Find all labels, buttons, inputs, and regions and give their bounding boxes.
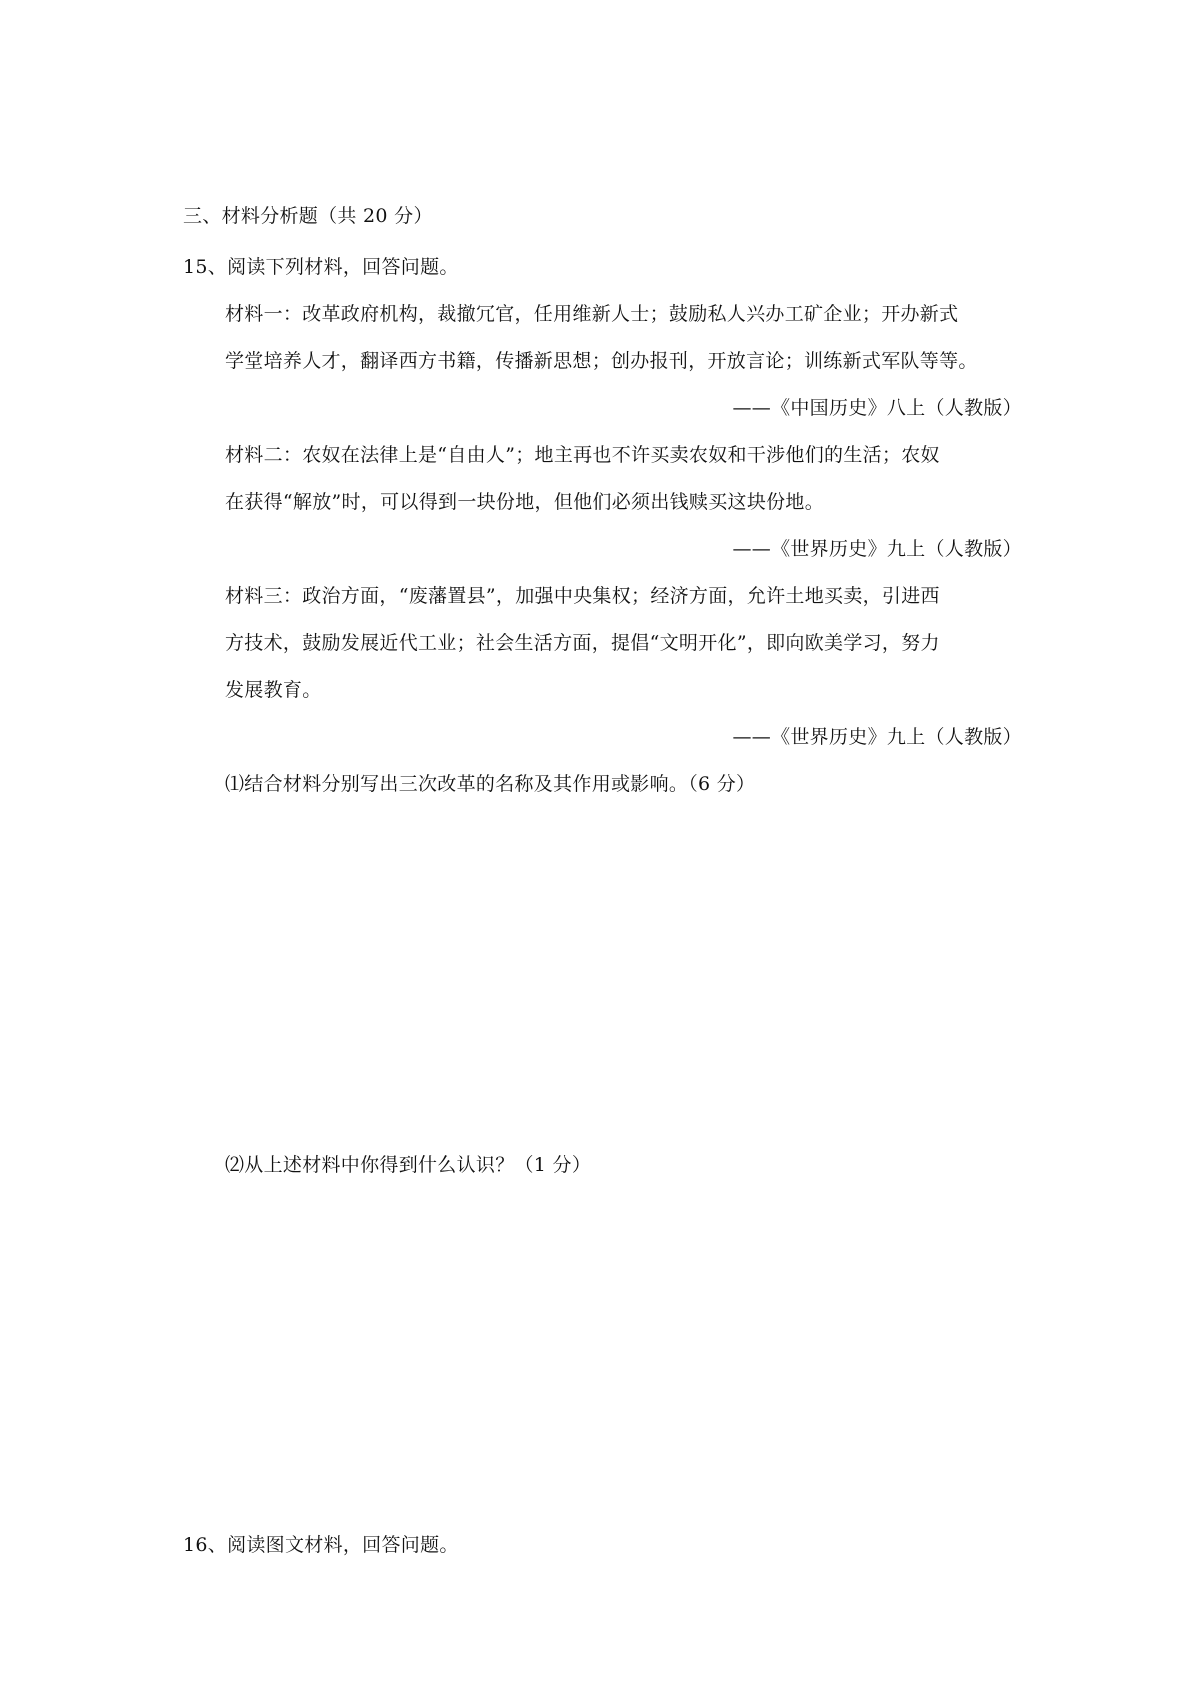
question-15-prompt: 15、阅读下列材料，回答问题。 <box>183 256 459 278</box>
section-heading: 三、材料分析题（共 20 分） <box>183 205 433 227</box>
material-2-source: ——《世界历史》九上（人教版） <box>732 538 1022 560</box>
material-1-line-1: 材料一：改革政府机构，裁撤冗官，任用维新人士；鼓励私人兴办工矿企业；开办新式 <box>225 303 959 325</box>
material-3-line-3: 发展教育。 <box>225 679 322 701</box>
sub-question-1: ⑴结合材料分别写出三次改革的名称及其作用或影响。（6 分） <box>225 773 756 795</box>
material-2-line-1: 材料二：农奴在法律上是“自由人”；地主再也不许买卖农奴和干涉他们的生活；农奴 <box>225 444 940 466</box>
material-2-line-2: 在获得“解放”时，可以得到一块份地，但他们必须出钱赎买这块份地。 <box>225 491 825 513</box>
question-16-prompt: 16、阅读图文材料，回答问题。 <box>183 1534 459 1556</box>
material-1-source: ——《中国历史》八上（人教版） <box>732 397 1022 419</box>
material-3-line-2: 方技术，鼓励发展近代工业；社会生活方面，提倡“文明开化”，即向欧美学习，努力 <box>225 632 940 654</box>
material-3-source: ——《世界历史》九上（人教版） <box>732 726 1022 748</box>
material-3-line-1: 材料三：政治方面，“废藩置县”，加强中央集权；经济方面，允许土地买卖，引进西 <box>225 585 940 607</box>
material-1-line-2: 学堂培养人才，翻译西方书籍，传播新思想；创办报刊，开放言论；训练新式军队等等。 <box>225 350 978 372</box>
sub-question-2: ⑵从上述材料中你得到什么认识？（1 分） <box>225 1154 592 1176</box>
